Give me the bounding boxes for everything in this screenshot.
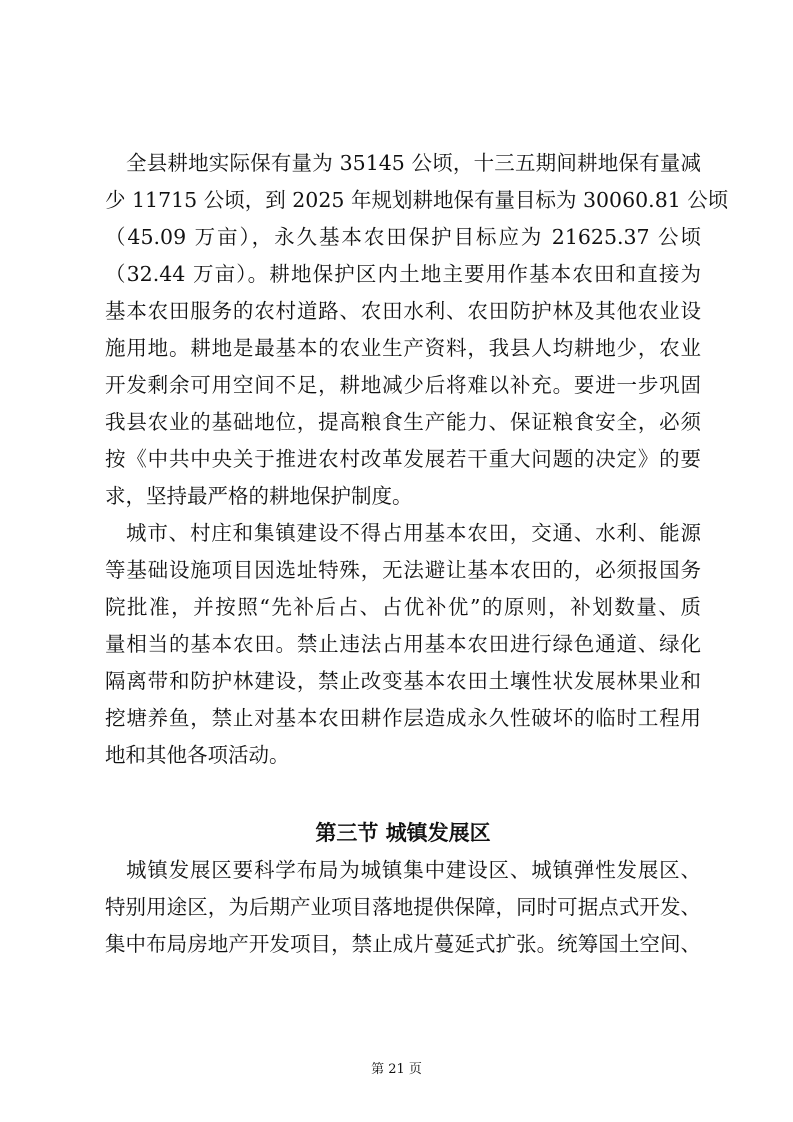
text-line: 地和其他各项活动。 xyxy=(105,743,290,767)
text-line: 城镇发展区要科学布局为城镇集中建设区、城镇弹性发展区、 xyxy=(126,858,701,882)
text-line: 基本农田服务的农村道路、农田水利、农田防护林及其他农业设 xyxy=(105,299,701,323)
document-body xyxy=(105,145,729,963)
text-line: 施用地。耕地是最基本的农业生产资料，我县人均耕地少，农业 xyxy=(105,336,701,360)
text-line: 求，坚持最严格的耕地保护制度。 xyxy=(105,484,413,508)
text-line: 开发剩余可用空间不足，耕地减少后将难以补充。要进一步巩固 xyxy=(105,373,701,397)
paragraph-farmland-protection xyxy=(105,145,729,515)
paragraph-basic-farmland-rules xyxy=(105,515,701,774)
section-heading: 第三节 城镇发展区 xyxy=(315,821,491,845)
text-line: 我县农业的基础地位，提高粮食生产能力、保证粮食安全，必须 xyxy=(105,410,701,434)
text-line: 少 11715 公顷，到 2025 年规划耕地保有量目标为 30060.81 公顷 xyxy=(105,188,729,212)
text-line: 隔离带和防护林建设，禁止改变基本农田土壤性状发展林果业和 xyxy=(105,669,701,693)
text-line: 集中布局房地产开发项目，禁止成片蔓延式扩张。统筹国土空间、 xyxy=(105,932,701,956)
text-line: 量相当的基本农田。禁止违法占用基本农田进行绿色通道、绿化 xyxy=(105,632,701,656)
text-line: 等基础设施项目因选址特殊，无法避让基本农田的，必须报国务 xyxy=(105,558,701,582)
text-line: 全县耕地实际保有量为 35145 公顷，十三五期间耕地保有量减 xyxy=(126,151,701,175)
paragraph-urban-development xyxy=(105,852,701,963)
page-number: 第 21 页 xyxy=(371,1062,422,1077)
text-line: 城市、村庄和集镇建设不得占用基本农田，交通、水利、能源 xyxy=(126,521,701,545)
text-line: （32.44 万亩）。耕地保护区内土地主要用作基本农田和直接为 xyxy=(105,262,701,286)
text-line: 特别用途区，为后期产业项目落地提供保障，同时可据点式开发、 xyxy=(105,895,701,919)
text-line: （45.09 万亩），永久基本农田保护目标应为 21625.37 公顷 xyxy=(105,225,701,249)
text-line: 按《中共中央关于推进农村改革发展若干重大问题的决定》的要 xyxy=(105,447,701,471)
text-line: 挖塘养鱼，禁止对基本农田耕作层造成永久性破坏的临时工程用 xyxy=(105,706,701,730)
text-line: 院批准，并按照“先补后占、占优补优”的原则，补划数量、质 xyxy=(105,595,701,619)
